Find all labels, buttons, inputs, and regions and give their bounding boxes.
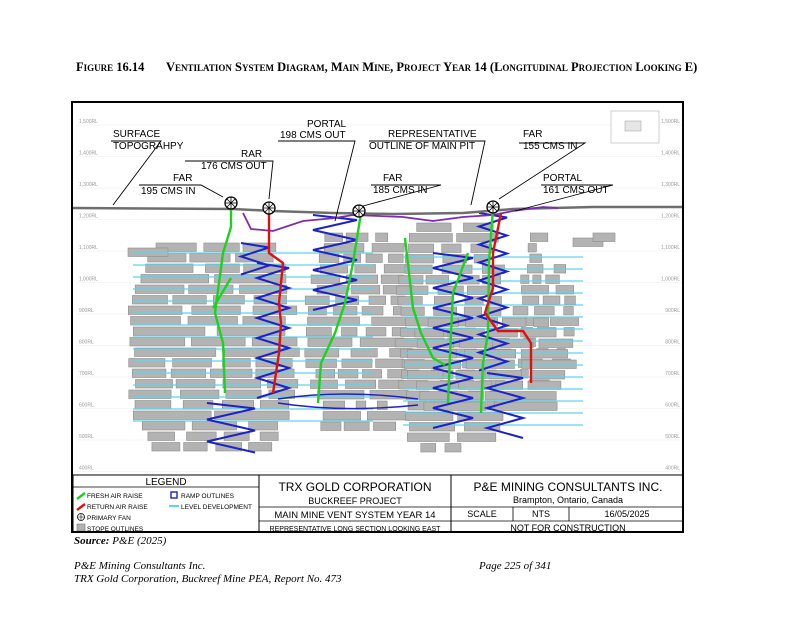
stope-block: [338, 370, 358, 379]
stope-block: [421, 444, 436, 453]
stope-block: [141, 275, 209, 284]
stope-block: [426, 276, 449, 285]
elevation-label: 700RL: [665, 371, 680, 377]
tb-company: TRX GOLD CORPORATION: [278, 480, 432, 494]
callout-portal: 198 CMS OUT: [280, 130, 346, 141]
stope-block: [530, 233, 548, 242]
stope-block: [260, 401, 289, 410]
callout-far: FAR: [383, 173, 403, 184]
stope-block: [521, 275, 529, 284]
stope-block: [535, 307, 555, 316]
stope-block: [142, 422, 185, 431]
stope-block: [564, 307, 574, 316]
stope-block: [188, 317, 238, 326]
stope-block: [334, 307, 358, 316]
stope-block: [311, 380, 338, 389]
stope-block: [366, 254, 382, 263]
stope-block: [372, 317, 409, 326]
legend-return: RETURN AIR RAISE: [87, 504, 148, 511]
callout-portal: PORTAL: [307, 119, 347, 130]
stope-block: [376, 359, 404, 368]
stope-block: [324, 244, 364, 253]
stope-block: [316, 370, 335, 379]
stope-block: [306, 328, 331, 337]
callout-pit: OUTLINE OF MAIN PIT: [369, 141, 476, 152]
legend-level: LEVEL DEVELOPMENT: [181, 504, 252, 511]
elevation-label: 500RL: [79, 434, 94, 440]
figure-title: Ventilation System Diagram, Main Mine, Project Year 14 (Longitudinal Projection Looking E): [166, 60, 698, 74]
elevation-label: 500RL: [665, 434, 680, 440]
stope-block: [148, 432, 175, 441]
elevation-label: 1,500RL: [661, 119, 680, 125]
stope-block: [223, 359, 251, 368]
stope-block: [133, 411, 211, 420]
stope-block: [539, 339, 573, 348]
elevation-label: 1,000RL: [79, 276, 98, 283]
legend-fan: PRIMARY FAN: [87, 515, 131, 522]
stope-block: [445, 444, 461, 453]
source-label: Source:: [74, 535, 110, 547]
stope-block: [593, 233, 615, 242]
elevation-label: 1,400RL: [661, 150, 680, 157]
stope-block: [183, 401, 213, 410]
fan-icon: [78, 514, 85, 521]
key-plan: [611, 111, 659, 143]
elevation-label: 400RL: [665, 465, 680, 472]
title-block: [73, 475, 684, 533]
callout-rar: RAR: [241, 149, 263, 160]
stope-block: [528, 381, 561, 390]
stope-block: [405, 360, 461, 369]
stope-swatch: [77, 524, 85, 531]
fan-icon: [353, 205, 365, 217]
callout-surface: TOPOGRAHPY: [113, 141, 184, 152]
elevation-label: 600RL: [79, 402, 94, 409]
callout-far: 185 CMS IN: [373, 185, 428, 196]
stope-block: [342, 359, 372, 368]
stope-block: [152, 443, 180, 452]
stope-block: [249, 443, 272, 452]
elevation-label: 1,000RL: [661, 276, 680, 283]
elevation-label: 1,300RL: [79, 182, 98, 188]
callout-portal: PORTAL: [543, 173, 583, 184]
elevation-label: 1,100RL: [79, 245, 98, 251]
stope-block: [523, 296, 539, 305]
callout-far: 155 CMS IN: [523, 141, 578, 152]
callout-far: FAR: [523, 129, 543, 140]
stope-block: [215, 275, 286, 284]
stope-block: [135, 401, 171, 410]
stope-block: [407, 371, 443, 380]
stope-block: [550, 317, 578, 326]
stope-block: [321, 422, 341, 431]
tb-consultant: P&E MINING CONSULTANTS INC.: [473, 480, 663, 494]
elevation-label: 1,200RL: [661, 213, 680, 220]
diagram-frame: [71, 101, 684, 533]
callout-portal: 161 CMS OUT: [543, 185, 609, 196]
fan-icon: [487, 201, 499, 213]
stope-block: [260, 432, 278, 441]
stope-block: [363, 370, 382, 379]
stope-block: [131, 317, 181, 326]
stope-block: [187, 432, 217, 441]
footer-left: [74, 560, 342, 586]
stope-block: [133, 327, 205, 336]
footer-report: TRX Gold Corporation, Buckreef Mine PEA, Report No. 473: [74, 573, 342, 585]
tb-section: REPRESENTATIVE LONG SECTION LOOKING EAST: [269, 526, 441, 533]
stope-block: [173, 296, 207, 305]
legend-title: LEGEND: [145, 477, 187, 488]
stope-block: [355, 265, 376, 274]
figure-source: [74, 535, 166, 547]
callout-far: 195 CMS IN: [141, 186, 196, 197]
elevation-label: 900RL: [665, 308, 680, 314]
stope-block: [308, 317, 360, 326]
stope-block: [407, 433, 449, 442]
stope-block: [305, 296, 329, 305]
stope-block: [346, 380, 376, 389]
footer-page: Page 225 of 341: [479, 560, 552, 572]
stope-block: [521, 350, 567, 359]
tb-status: NOT FOR CONSTRUCTION: [510, 523, 626, 533]
stope-block: [249, 422, 278, 431]
elevation-label: 800RL: [665, 339, 680, 346]
figure-number: Figure 16.14: [76, 60, 145, 74]
legend-stope: STOPE OUTLINES: [87, 526, 144, 533]
elevation-label: 700RL: [79, 371, 94, 377]
stope-block: [136, 380, 173, 389]
stope-block: [204, 243, 240, 252]
elevation-label: 400RL: [79, 465, 94, 472]
stope-block: [176, 380, 215, 389]
stope-block: [129, 359, 165, 368]
stope-block: [374, 422, 396, 431]
stope-block: [132, 296, 167, 305]
callout-rar: 176 CMS OUT: [201, 161, 267, 172]
stope-block: [369, 296, 386, 305]
elevation-label: 800RL: [79, 339, 94, 346]
stope-block: [305, 349, 339, 358]
footer-company: P&E Mining Consultants Inc.: [74, 560, 206, 572]
source-text: P&E (2025): [112, 535, 167, 547]
tb-date: 16/05/2025: [604, 509, 650, 519]
elevation-label: 1,200RL: [79, 213, 98, 220]
stope-block: [351, 349, 377, 358]
stope-block: [513, 307, 528, 316]
callout-surface: SURFACE: [113, 129, 161, 140]
legend-fresh: FRESH AIR RAISE: [87, 493, 143, 500]
stope-block: [367, 412, 406, 421]
fan-icon: [263, 202, 275, 214]
stope-block: [223, 380, 261, 389]
stope-block: [376, 233, 388, 242]
stope-block: [409, 244, 434, 253]
stope-block: [393, 307, 401, 316]
stope-block: [184, 443, 208, 452]
ventilation-diagram: [73, 103, 684, 533]
stope-block: [344, 422, 369, 431]
callout-pit: REPRESENTATIVE: [388, 129, 477, 140]
stope-block: [366, 328, 386, 337]
stope-block: [217, 327, 285, 336]
stope-block: [352, 286, 380, 295]
stope-block: [543, 296, 560, 305]
stope-block: [528, 244, 536, 253]
callout-far: FAR: [173, 173, 193, 184]
stope-block: [128, 248, 168, 257]
stope-block: [398, 297, 422, 306]
stope-block: [388, 254, 403, 263]
tb-scale-label: SCALE: [467, 509, 497, 519]
tb-drawing: MAIN MINE VENT SYSTEM YEAR 14: [274, 510, 436, 521]
legend-ramp: RAMP OUTLINES: [181, 493, 234, 500]
stope-block: [405, 255, 434, 264]
stope-block: [342, 328, 358, 337]
stope-block: [531, 371, 565, 380]
stope-block: [372, 244, 404, 253]
stope-block: [417, 223, 451, 232]
stope-block: [190, 254, 230, 263]
stope-block: [409, 234, 452, 243]
tb-location: Brampton, Ontario, Canada: [512, 495, 624, 505]
stope-block: [457, 433, 495, 442]
tb-scale-value: NTS: [532, 509, 550, 519]
stope-block: [442, 244, 461, 253]
elevation-label: 600RL: [665, 402, 680, 409]
stope-block: [311, 275, 340, 284]
elevation-label: 1,300RL: [661, 182, 680, 188]
stope-block: [530, 254, 542, 263]
stope-block: [534, 318, 549, 327]
elevation-label: 1,400RL: [79, 150, 98, 157]
stope-block: [565, 296, 576, 305]
stope-block: [130, 338, 185, 347]
stope-block: [546, 275, 560, 284]
elevation-label: 1,100RL: [661, 245, 680, 251]
stope-block: [323, 412, 361, 421]
stope-block: [191, 338, 245, 347]
tb-project: BUCKREEF PROJECT: [308, 496, 402, 506]
stope-block: [533, 275, 541, 284]
stope-block: [362, 307, 383, 316]
stope-block: [173, 359, 212, 368]
stope-block: [464, 307, 481, 316]
fan-icon: [225, 197, 237, 209]
elevation-label: 1,500RL: [79, 119, 98, 125]
elevation-label: 900RL: [79, 308, 94, 314]
